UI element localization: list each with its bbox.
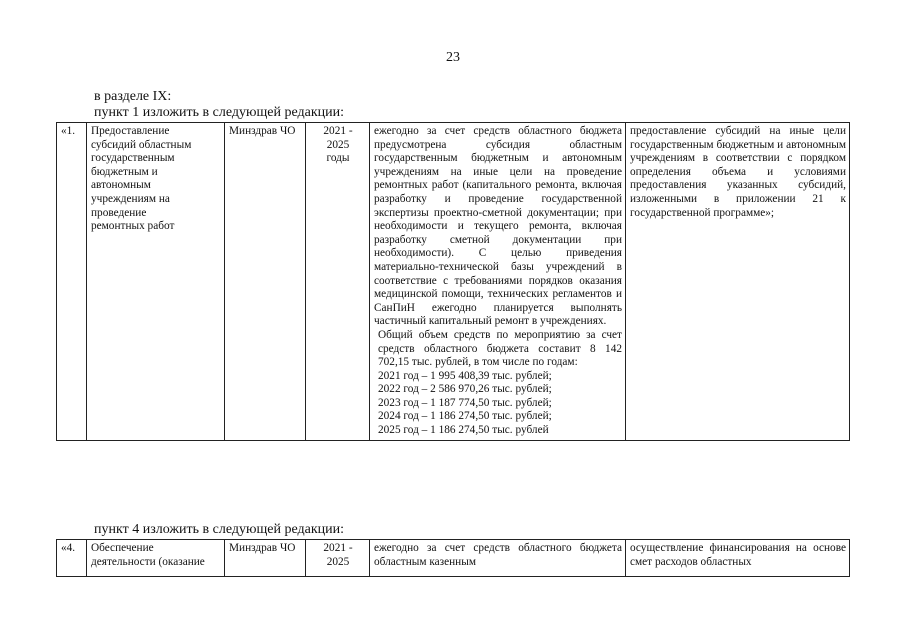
year-amount: 2022 год – 2 586 970,26 тыс. рублей; [378,383,552,396]
executor-cell: Минздрав ЧО [225,540,306,577]
measure-name-line: государственным [91,152,175,165]
measures-table-item1 [56,122,850,441]
row-number: «1. [57,123,87,441]
measure-name-line: автономным [91,179,151,192]
item4-instruction: пункт 4 изложить в следующей редакции: [94,522,344,537]
description-text: ежегодно за счет средств областного бюджета предусмотрена субсидия областным государственным бюджетным и автономным учреждениям на иные цели на проведение ремонтных работ (капитального ремонта, включая разработку и проведение государственной экспертизы проектно-сметной документации; при необходимости и текущего ремонта, включая разработку сметной документации при необходимости). С целью приведения материально-технической базы учреждений в соответствие с требованиями порядков оказания медицинской помощи, технических регламентов и СанПиН ежегодно планируется выполнять частичный капитальный ремонт в учреждениях. [374,125,622,328]
measure-name-line: проведение [91,206,147,219]
measure-name-line: Предоставление [91,125,170,137]
measure-name-line: субсидий областным [91,138,192,151]
period-line: годы [326,152,350,165]
measure-name-cell [87,123,225,441]
year-amount: 2021 год – 1 995 408,39 тыс. рублей; [378,369,552,382]
measure-name-line: ремонтных работ [91,220,175,233]
year-amount: 2023 год – 1 187 774,50 тыс. рублей; [378,396,552,409]
result-cell: предоставление субсидий на иные цели государственным бюджетным и автономным учреждениям в соответствии с порядком определения объема и условиями предоставления указанных субсидий, изложенными в приложении 21 к государственной программе»; [626,123,850,441]
measures-table-item4 [56,539,850,577]
period-line: 2021 - [323,542,353,554]
year-amount: 2025 год – 1 186 274,50 тыс. рублей [378,424,549,437]
item1-instruction: пункт 1 изложить в следующей редакции: [94,105,344,120]
period-cell [306,123,370,441]
year-amount: 2024 год – 1 186 274,50 тыс. рублей; [378,410,552,423]
description-cell: ежегодно за счет средств областного бюджета областным казенным [370,540,626,577]
result-cell: осуществление финансирования на основе смет расходов областных [626,540,850,577]
total-amount-text: Общий объем средств по мероприятию за счет средств областного бюджета составит 8 142 702,15 тыс. рублей, в том числе по годам: [378,328,622,369]
measure-name-cell: Обеспечение деятельности (оказание [87,540,225,577]
period-line: 2025 [326,138,350,151]
period-line: 2021 - [323,125,353,137]
page-number: 23 [446,50,460,65]
description-cell [370,123,626,441]
table-row [57,123,850,441]
measure-name-line: учреждениям на [91,192,170,205]
executor-cell: Минздрав ЧО [225,123,306,441]
period-line: 2025 [326,555,350,568]
measure-name-line: бюджетным и [91,165,158,178]
table-row [57,540,850,577]
period-cell [306,540,370,577]
section-heading: в разделе IX: [94,89,172,104]
row-number: «4. [57,540,87,577]
